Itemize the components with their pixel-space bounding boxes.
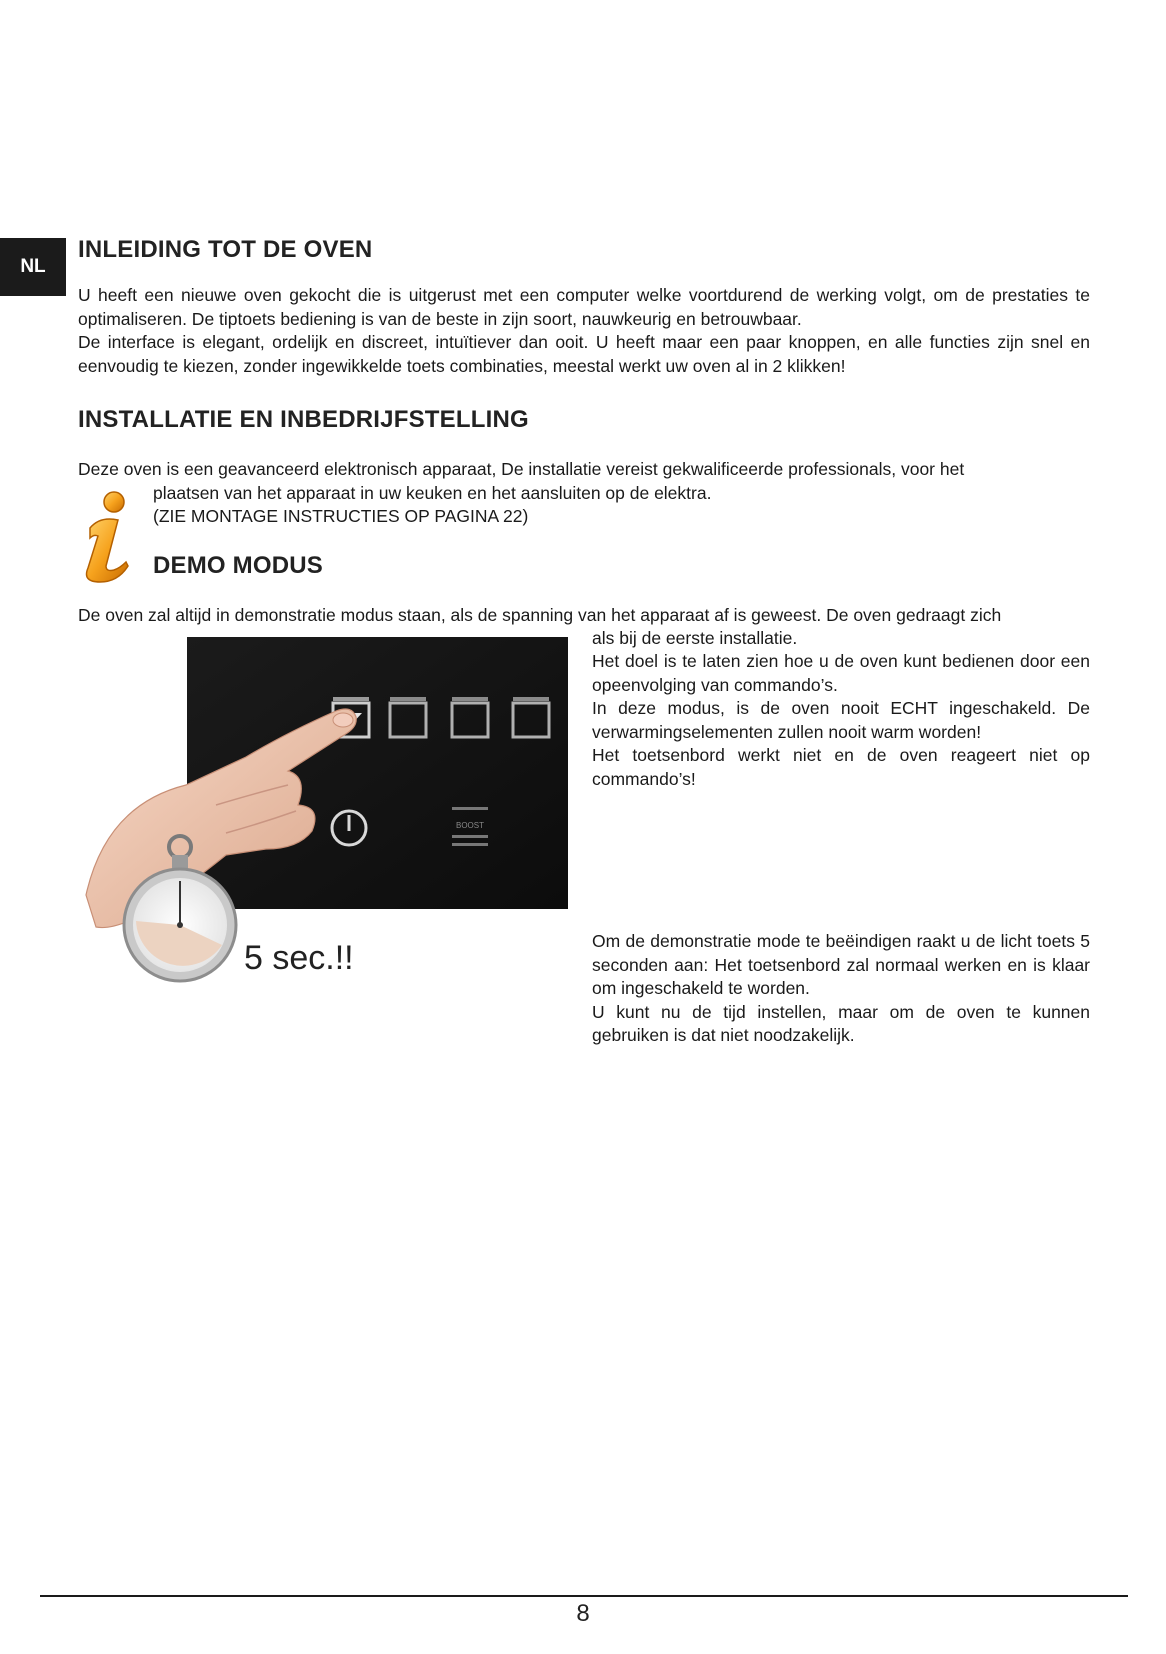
- demo-line2: als bij de eerste installatie.: [592, 628, 798, 648]
- info-icon: [76, 490, 136, 586]
- demo-text-block: [592, 650, 1090, 791]
- demo-end-block: [592, 930, 1090, 1048]
- intro-paragraph: [78, 284, 1090, 378]
- install-line3: (ZIE MONTAGE INSTRUCTIES OP PAGINA 22): [153, 506, 529, 526]
- install-line2: plaatsen van het apparaat in uw keuken en het aansluiten op de elektra.: [153, 483, 712, 503]
- demo-p6: U kunt nu de tijd instellen, maar om de oven te kunnen gebruiken is dat niet noodzakelijk.: [592, 1001, 1090, 1045]
- demo-illustration: [76, 635, 570, 1055]
- install-heading: INSTALLATIE EN INBEDRIJFSTELLING: [78, 406, 529, 433]
- demo-heading: DEMO MODUS: [153, 552, 323, 579]
- intro-p2: De interface is elegant, ordelijk en discreet, intuïtiever dan ooit. U heeft maar een paar knoppen, en alle functies zijn snel en eenvoudig te kiezen, zonder ingewikkelde toets combinaties, meestal werkt uw oven al in 2 klikken!: [78, 332, 1090, 376]
- bottom-rule: [40, 1595, 1128, 1597]
- demo-p2: Het doel is te laten zien hoe u de oven kunt bedienen door een opeenvolging van commando’s.: [592, 651, 1090, 695]
- intro-p1: U heeft een nieuwe oven gekocht die is uitgerust met een computer welke voortdurend de werking volgt, om de prestaties te optimaliseren. De tiptoets bediening is van de beste in zijn soort, nauwkeurig en betrouwbaar.: [78, 285, 1090, 329]
- timer-label: 5 sec.!!: [244, 939, 354, 977]
- language-tab: NL: [0, 238, 66, 296]
- demo-p5: Om de demonstratie mode te beëindigen raakt u de licht toets 5 seconden aan: Het toetsenbord zal normaal werken en is klaar om ingeschakeld te worden.: [592, 931, 1090, 998]
- demo-p4: Het toetsenbord werkt niet en de oven reageert niet op commando’s!: [592, 745, 1090, 789]
- page-number: 8: [576, 1600, 590, 1627]
- install-line1: Deze oven is een geavanceerd elektronisch apparaat, De installatie vereist gekwalificeerde professionals, voor het: [78, 459, 965, 479]
- boost-label: BOOST: [455, 821, 485, 830]
- intro-heading: INLEIDING TOT DE OVEN: [78, 236, 373, 263]
- demo-line1: De oven zal altijd in demonstratie modus staan, als de spanning van het apparaat af is geweest. De oven gedraagt zich: [78, 605, 1002, 625]
- demo-p3: In deze modus, is de oven nooit ECHT ingeschakeld. De verwarmingselementen zullen nooit warm worden!: [592, 698, 1090, 742]
